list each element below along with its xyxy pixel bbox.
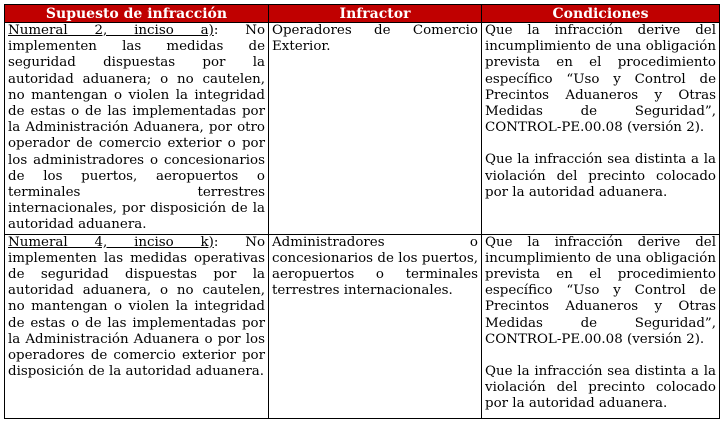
infractor-text: Operadores de Comercio Exterior. bbox=[272, 23, 478, 55]
infractor-cell bbox=[269, 23, 482, 235]
infractor-text: Administradores o concesionarios de los puertos, aeropuertos o terminales terrestres internacionales. bbox=[272, 234, 478, 299]
condicion-text: Que la infracción derive del incumplimiento de una obligación prevista en el procedimiento específico “Uso y Control de Precintos Aduaneros y Otras Medidas de Seguridad”, CONTROL-PE.00.08 (versión 2). bbox=[485, 234, 716, 347]
table-row bbox=[5, 23, 720, 235]
supuesto-reference: Numeral 2, inciso a) bbox=[8, 23, 214, 38]
condiciones-cell bbox=[482, 23, 720, 235]
condicion-text: Que la infracción sea distinta a la violación del precinto colocado por la autoridad aduanera. bbox=[485, 364, 716, 412]
infractor-cell bbox=[269, 234, 482, 418]
supuesto-text: : No implementen las medidas de seguridad dispuestas por la autoridad aduanera; o no cautelen, no mantengan o violen la integridad de estas o de las implementadas por la Administración Aduanera, por otro operador de comercio exterior o por los administradores o concesionarios de los puertos, aeropuertos o terminales terrestres internacionales, por disposición de la autoridad aduanera. bbox=[8, 23, 265, 233]
header-infractor: Infractor bbox=[269, 5, 482, 23]
supuesto-text: : No implementen las medidas operativas de seguridad dispuestas por la autoridad aduanera, o no cautelen, no mantengan o violen la integridad de estas o de las implementadas por la Administración Aduanera o por los operadores de comercio exterior por disposición de la autoridad aduanera. bbox=[8, 234, 265, 380]
table-header-row bbox=[5, 5, 720, 23]
header-condiciones: Condiciones bbox=[482, 5, 720, 23]
header-supuesto: Supuesto de infracción bbox=[5, 5, 269, 23]
condicion-text: Que la infracción derive del incumplimiento de una obligación prevista en el procedimiento específico “Uso y Control de Precintos Aduaneros y Otras Medidas de Seguridad”, CONTROL-PE.00.08 (versión 2). bbox=[485, 23, 716, 136]
supuesto-cell bbox=[5, 234, 269, 418]
condicion-text: Que la infracción sea distinta a la violación del precinto colocado por la autoridad aduanera. bbox=[485, 152, 716, 200]
condiciones-cell bbox=[482, 234, 720, 418]
table-row bbox=[5, 234, 720, 418]
supuesto-cell bbox=[5, 23, 269, 235]
infraction-table bbox=[4, 4, 720, 419]
document-page bbox=[4, 4, 720, 419]
supuesto-reference: Numeral 4, inciso k) bbox=[8, 234, 214, 250]
